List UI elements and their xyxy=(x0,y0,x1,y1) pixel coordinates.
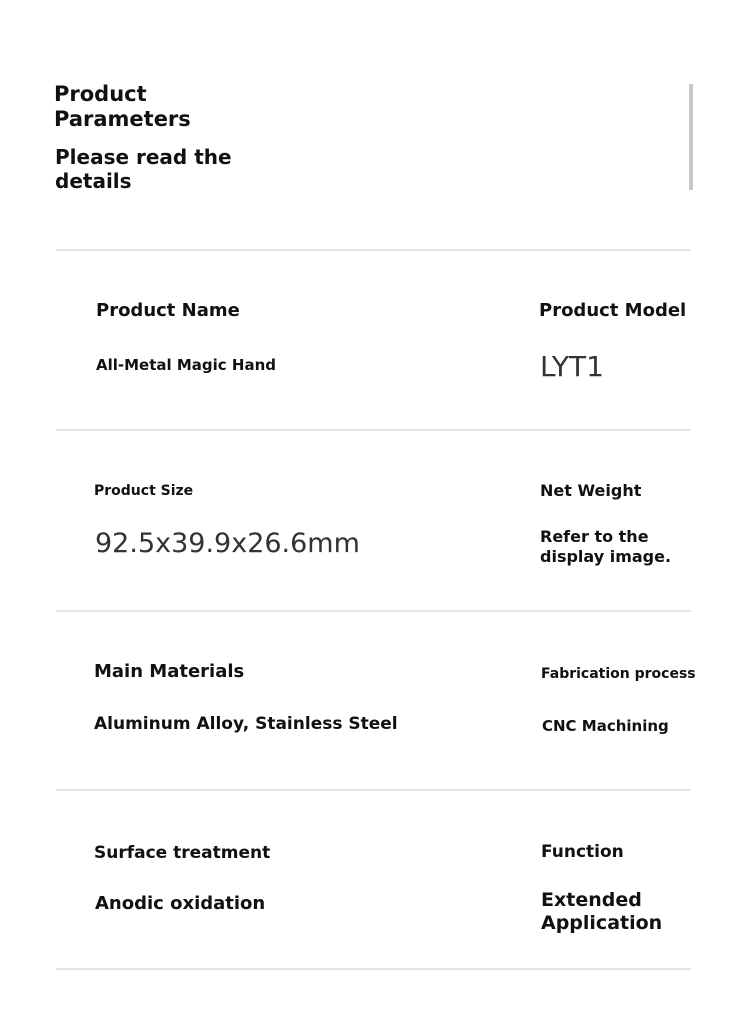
divider xyxy=(56,249,691,251)
page-title: Product Parameters xyxy=(54,82,191,131)
product-name-label: Product Name xyxy=(96,300,240,321)
divider xyxy=(56,789,691,791)
main-materials-label: Main Materials xyxy=(94,661,245,682)
product-name-value: All-Metal Magic Hand xyxy=(96,356,277,374)
product-model-value: LYT1 xyxy=(540,350,604,383)
surface-treatment-value: Anodic oxidation xyxy=(95,893,266,914)
fabrication-value: CNC Machining xyxy=(542,717,669,735)
function-value: Extended Application xyxy=(541,889,663,934)
main-materials-value: Aluminum Alloy, Stainless Steel xyxy=(94,714,398,734)
product-model-label: Product Model xyxy=(539,300,687,321)
scrollbar[interactable] xyxy=(689,84,693,190)
divider xyxy=(56,968,691,970)
divider xyxy=(56,610,691,612)
net-weight-value: Refer to the display image. xyxy=(540,527,672,566)
divider xyxy=(56,429,691,431)
product-size-label: Product Size xyxy=(94,483,194,499)
function-label: Function xyxy=(541,842,624,862)
surface-treatment-label: Surface treatment xyxy=(94,843,271,863)
net-weight-label: Net Weight xyxy=(540,481,642,500)
page-subtitle: Please read the details xyxy=(55,145,232,193)
fabrication-label: Fabrication process xyxy=(541,666,696,682)
product-size-value: 92.5x39.9x26.6mm xyxy=(95,528,360,559)
